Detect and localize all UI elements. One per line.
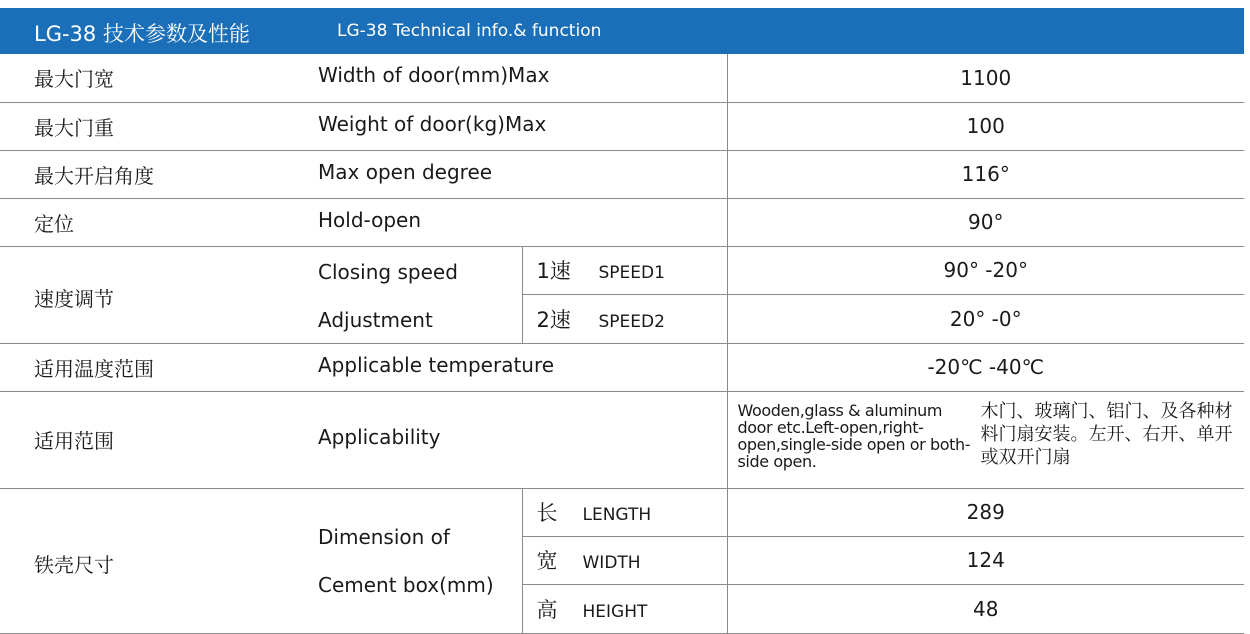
width-char: 宽 xyxy=(536,549,558,574)
speed1-code: SPEED1 xyxy=(598,263,665,284)
header-title-en: LG-38 Technical info.& function xyxy=(337,21,602,41)
label-en-line2: Adjustment xyxy=(318,307,433,332)
table-row xyxy=(0,246,1244,295)
length-value: 289 xyxy=(727,488,1244,536)
spec-value: -20℃ -40℃ xyxy=(727,343,1244,391)
spec-value: 1100 xyxy=(727,54,1244,102)
label-zh: 定位 xyxy=(34,211,74,236)
width-cell xyxy=(522,536,727,584)
label-en-line1: Closing speed xyxy=(318,259,458,284)
table-header-bar xyxy=(0,8,1244,54)
spec-label xyxy=(0,198,727,246)
label-zh: 最大门重 xyxy=(34,115,114,140)
table-row xyxy=(0,54,1244,102)
height-code: HEIGHT xyxy=(582,601,648,622)
label-en: Weight of door(kg)Max xyxy=(318,111,547,136)
speed1-num: 1速 xyxy=(536,259,571,284)
spec-label xyxy=(0,102,727,150)
label-en: Max open degree xyxy=(318,159,493,184)
table-row xyxy=(0,102,1244,150)
label-en: Applicability xyxy=(318,425,441,449)
speed2-value: 20° -0° xyxy=(727,295,1244,344)
speed2-num: 2速 xyxy=(536,307,571,332)
table-row xyxy=(0,391,1244,488)
applicability-zh: 木门、玻璃门、铝门、及各种材料门扇安装。左开、右开、单开或双开门扇 xyxy=(980,400,1233,468)
speed1-value: 90° -20° xyxy=(727,246,1244,295)
spec-value: 90° xyxy=(727,198,1244,246)
label-zh: 适用范围 xyxy=(34,429,114,453)
table-row xyxy=(0,198,1244,246)
spec-value: 100 xyxy=(727,102,1244,150)
spec-table xyxy=(0,54,1244,634)
table-row xyxy=(0,488,1244,536)
applicability-en: Wooden,glass & aluminum door etc.Left-open,right-open,single-side open or both-side open. xyxy=(737,400,971,471)
length-code: LENGTH xyxy=(582,505,652,526)
applicability-value xyxy=(727,391,1244,488)
table-row xyxy=(0,150,1244,198)
label-en: Hold-open xyxy=(318,207,422,232)
spec-label xyxy=(0,391,727,488)
spec-label xyxy=(0,246,522,343)
height-value: 48 xyxy=(727,585,1244,633)
label-en: Width of door(mm)Max xyxy=(318,63,550,88)
header-title-zh: LG-38 技术参数及性能 xyxy=(34,22,250,46)
speed1-cell xyxy=(522,246,727,295)
label-en-line2: Cement box(mm) xyxy=(318,572,494,597)
spec-label xyxy=(0,343,727,391)
spec-label xyxy=(0,150,727,198)
speed2-cell xyxy=(522,295,727,344)
height-char: 高 xyxy=(536,597,558,622)
table-row xyxy=(0,343,1244,391)
label-zh: 铁壳尺寸 xyxy=(34,552,114,577)
length-cell xyxy=(522,488,727,536)
label-zh: 最大门宽 xyxy=(34,67,114,92)
spec-label xyxy=(0,54,727,102)
height-cell xyxy=(522,585,727,633)
label-zh: 速度调节 xyxy=(34,286,114,311)
label-zh: 适用温度范围 xyxy=(34,356,154,381)
speed2-code: SPEED2 xyxy=(598,311,665,332)
width-code: WIDTH xyxy=(582,553,641,574)
width-value: 124 xyxy=(727,536,1244,584)
label-en: Applicable temperature xyxy=(318,352,555,377)
length-char: 长 xyxy=(536,501,558,526)
label-zh: 最大开启角度 xyxy=(34,163,154,188)
spec-label xyxy=(0,488,522,633)
label-en-line1: Dimension of xyxy=(318,524,450,549)
spec-value: 116° xyxy=(727,150,1244,198)
